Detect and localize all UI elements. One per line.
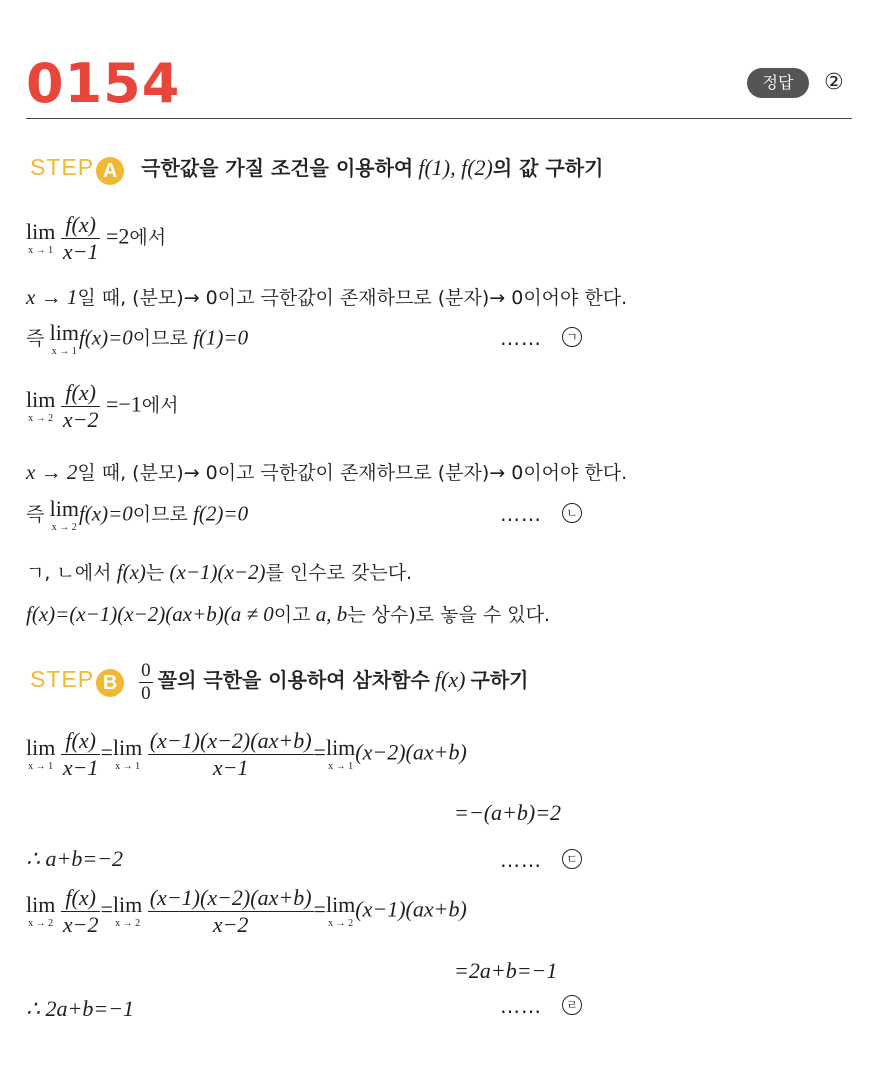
step-label: STEP — [30, 154, 95, 180]
fraction-numerator: f(x) — [61, 380, 101, 407]
lim-subscript: x → 1 — [115, 761, 141, 772]
step-b-title-end: 구하기 — [470, 668, 529, 692]
limit-derivation-2 — [26, 885, 467, 938]
step-a-badge: A — [96, 157, 124, 185]
equals: = — [100, 896, 113, 922]
fraction-numerator: (x−1)(x−2)(ax+b) — [149, 728, 312, 753]
fraction-denominator: x−1 — [212, 755, 249, 780]
fraction-numerator: f(x) — [61, 728, 101, 755]
limit-derivation-1 — [26, 728, 467, 781]
lim-word: lim — [26, 735, 56, 760]
condition-text: 일 때, (분모)→ 0이고 극한값이 존재하므로 (분자)→ 0이어야 한다. — [77, 462, 628, 484]
factor-text-3: 를 인수로 갖는다. — [265, 562, 413, 584]
ellipsis: …… — [500, 326, 542, 350]
circled-mark-giyeok: ㄱ — [562, 327, 582, 347]
ellipsis: …… — [500, 502, 542, 526]
lim-subscript: x → 1 — [28, 761, 54, 772]
fraction-denominator: x−1 — [62, 755, 99, 780]
condition-math: x → 1 — [26, 285, 78, 309]
answer-badge: 정답 — [747, 68, 809, 98]
lim-word: lim — [49, 320, 79, 345]
equals: = — [313, 739, 326, 765]
limit-expression-1 — [26, 212, 166, 265]
circled-mark-digeut: ㄷ — [562, 849, 582, 869]
result-mid: 이므로 — [132, 503, 188, 526]
step-label: STEP — [30, 666, 95, 692]
step-a-heading — [30, 152, 603, 185]
condition-text: 일 때, (분모)→ 0이고 극한값이 존재하므로 (분자)→ 0이어야 한다. — [77, 287, 628, 309]
equals: = — [100, 739, 113, 765]
factor-math-1: f(x) — [116, 560, 146, 584]
condition-line-1 — [26, 283, 627, 310]
circled-mark-rieul: ㄹ — [562, 995, 582, 1015]
fraction-numerator: f(x) — [61, 885, 101, 912]
ellipsis: …… — [500, 994, 542, 1018]
marks-ref: ㄱ, ㄴ — [26, 562, 75, 584]
lim-subscript: x → 1 — [328, 761, 354, 772]
fraction-denominator: x−2 — [62, 407, 99, 432]
step-a-title-end: 의 값 구하기 — [492, 156, 604, 180]
limit-suffix: 에서 — [141, 394, 179, 417]
frac-zero-den: 0 — [141, 683, 151, 704]
step-a-title-math: f(1), f(2) — [418, 155, 493, 180]
problem-number: 0154 — [26, 52, 181, 115]
lim-subscript: x → 2 — [28, 918, 54, 929]
setup-line — [26, 600, 550, 627]
limit-value: =−1 — [105, 391, 142, 417]
fraction-numerator: (x−1)(x−2)(ax+b) — [149, 885, 312, 910]
equals: = — [313, 896, 326, 922]
result-line-2 — [26, 498, 248, 533]
setup-math: f(x)=(x−1)(x−2)(ax+b)(a ≠ 0 — [26, 602, 274, 626]
fraction-numerator: f(x) — [61, 212, 101, 239]
lim-subscript: x → 2 — [115, 918, 141, 929]
limit-suffix: 에서 — [129, 226, 167, 249]
lim-word: lim — [26, 387, 56, 412]
step-b-badge: B — [96, 669, 124, 697]
step-a-title: 극한값을 가질 조건을 이용하여 — [141, 156, 414, 180]
setup-math-2: a, b — [315, 602, 348, 626]
result-line-1 — [26, 322, 248, 357]
evaluated-limit: =2a+b=−1 — [454, 958, 558, 983]
fraction-denominator: x−1 — [62, 239, 99, 264]
lim-word: lim — [112, 892, 143, 917]
step-b-title-math: f(x) — [434, 667, 466, 692]
lim-word: lim — [26, 892, 56, 917]
lim-subscript: x → 1 — [51, 346, 77, 357]
circled-mark-nieun: ㄴ — [562, 503, 582, 523]
step-b-title: 꼴의 극한을 이용하여 삼차함수 — [157, 668, 430, 692]
factor-text-1: 에서 — [74, 562, 112, 584]
lim-word: lim — [26, 219, 56, 244]
evaluated-limit: =−(a+b)=2 — [454, 800, 562, 825]
lim-subscript: x → 2 — [51, 522, 77, 533]
result-mid: 이므로 — [132, 327, 188, 350]
result-prefix: 즉 — [26, 327, 45, 350]
simplified-expression: (x−1)(ax+b) — [355, 896, 467, 922]
lim-word: lim — [325, 892, 356, 917]
limit-expression-2 — [26, 380, 179, 433]
step-b-heading — [30, 660, 529, 705]
lim-subscript: x → 1 — [28, 245, 54, 256]
factor-math-2: (x−1)(x−2) — [169, 560, 266, 584]
setup-text-2: 는 상수)로 놓을 수 있다. — [347, 604, 551, 626]
condition-math: x → 2 — [26, 460, 78, 484]
factor-text-2: 는 — [145, 562, 165, 584]
equation-d: ∴ 2a+b=−1 — [26, 996, 135, 1021]
ellipsis: …… — [500, 848, 542, 872]
lim-word: lim — [112, 735, 143, 760]
fraction-denominator: x−2 — [212, 912, 249, 937]
answer-value: ② — [824, 70, 844, 95]
simplified-expression: (x−2)(ax+b) — [355, 739, 467, 765]
header-divider — [26, 118, 852, 119]
limit-value: =2 — [105, 223, 130, 249]
result-math: f(x)=0 — [78, 325, 133, 350]
fraction-denominator: x−2 — [62, 912, 99, 937]
lim-word: lim — [325, 735, 356, 760]
condition-line-2 — [26, 458, 627, 485]
lim-subscript: x → 2 — [28, 413, 54, 424]
equation-c: ∴ a+b=−2 — [26, 846, 124, 871]
result-value: f(1)=0 — [193, 325, 249, 350]
frac-zero-num: 0 — [141, 660, 151, 681]
factor-line — [26, 558, 412, 585]
result-value: f(2)=0 — [193, 501, 249, 526]
result-prefix: 즉 — [26, 503, 45, 526]
lim-subscript: x → 2 — [328, 918, 354, 929]
setup-text-1: 이고 — [273, 604, 311, 626]
result-math: f(x)=0 — [78, 501, 133, 526]
lim-word: lim — [49, 496, 79, 521]
